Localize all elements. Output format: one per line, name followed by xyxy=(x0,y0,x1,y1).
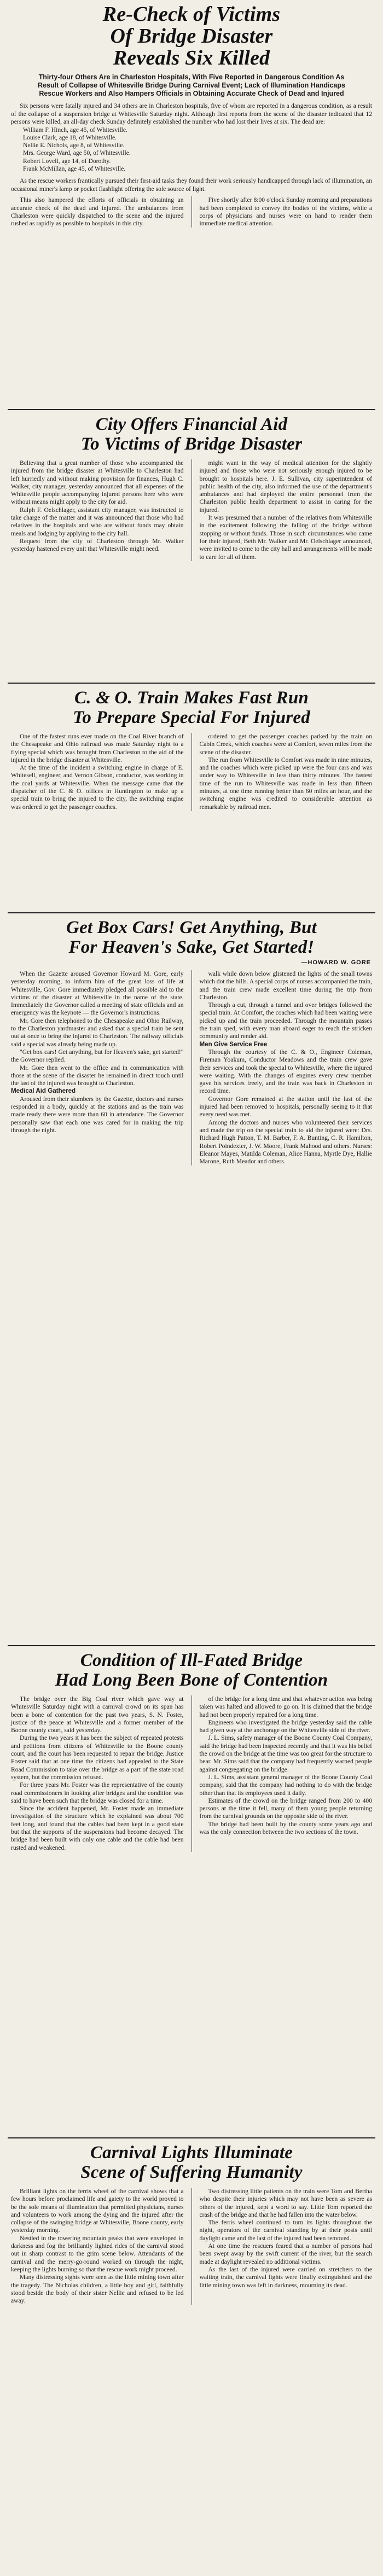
headline-boxcars xyxy=(8,918,375,957)
article-carnival-lights xyxy=(8,2138,375,2565)
column-left xyxy=(11,196,184,228)
paragraph: It was presumed that a number of the relatives from Whitesville in the excitement following the falling of the bridge without stopping or without funds. Those in such circumstances who came for their injured, Beth Mr. Walker and Mr. Oelschlager announced, were invited to come to the city hall and arrangements will be made to care for all of them. xyxy=(199,514,372,561)
byline: —HOWARD W. GORE xyxy=(301,959,371,966)
column-right xyxy=(200,196,373,228)
paragraph: Governor Gore remained at the station until the last of the injured had been removed to hospitals, personally seeing to it that every need was met. xyxy=(199,1095,372,1118)
victim-name: William F. Hinch, age 45, of Whitesville. xyxy=(23,126,127,133)
headline-bridge-condition xyxy=(8,1651,375,1690)
article-columns xyxy=(8,196,375,228)
column-left xyxy=(11,1695,184,1852)
column-left xyxy=(11,2188,184,2305)
paragraph: Estimates of the crowd on the bridge ranged from 200 to 400 persons at the time it fell, many of them young people returning from the carnival grounds on the opposite side of the river. xyxy=(199,1797,372,1820)
victim-name: Nellie E. Nichols, age 8, of Whitesville. xyxy=(23,142,125,149)
headline-line: Reveals Six Killed xyxy=(113,46,270,69)
article-financial-aid xyxy=(8,410,375,683)
article-recheck xyxy=(8,0,375,409)
paragraph: One of the fastest runs ever made on the Coal River branch of the Chesapeake and Ohio railroad was made Saturday night to a flying special which was brought from Charleston to the aid of the injured in the bridge disaster at Whitesville. xyxy=(11,733,184,764)
victim-name: Robert Lovell, age 14, of Dorothy. xyxy=(23,157,111,165)
paragraph: The ferris wheel continued to turn its lights throughout the night, operators of the carnival standing by at their posts until daylight came and the last of the injured had been removed. xyxy=(199,2219,372,2242)
headline-financial-aid xyxy=(8,415,375,454)
headline-carnival-lights xyxy=(8,2143,375,2182)
paragraph: Many distressing sights were seen as the little mining town after the tragedy. The Nicholas children, a little boy and girl, faithfully stood beside the body of their sister Nellie and refused to be led away. xyxy=(11,2274,184,2305)
headline-line: Condition of Ill-Fated Bridge xyxy=(80,1651,303,1670)
paragraph: Engineers who investigated the bridge yesterday said the cable had given way at the anchorage on the Whitesville side of the river. xyxy=(199,1718,372,1734)
paragraph: At one time the rescuers feared that a number of persons had been swept away by the swift current of the river, but the search made at daylight revealed no additional victims. xyxy=(199,2242,372,2265)
column-left xyxy=(11,733,184,811)
lead-paragraph: Six persons were fatally injured and 34 others are in Charleston hospitals, five of whom are reported in a dangerous condition, as a result of the collapse of a suspension bridge at Whitesville Saturday night. Although first reports from the scene of the disaster indicated that 12 persons were killed, an all-day check Sunday definitely established the number who had lost their lives at six. The dead are: xyxy=(11,102,372,125)
victim-name: Frank McMillan, age 45, of Whitesville. xyxy=(23,165,126,172)
headline-line: Get Box Cars! Get Anything, But xyxy=(66,918,317,937)
lead-paragraph-2: As the rescue workers frantically pursued their first-aid tasks they found their work seriously handicapped through lack of illumination, an occasional miner's lamp or pocket flashlight offering the sole source of light. xyxy=(11,177,372,193)
article-columns xyxy=(8,459,375,561)
paragraph: "Get box cars! Get anything, but for Heaven's sake, get started!" the Governor replied. xyxy=(11,1048,184,1064)
paragraph: Through a cut, through a tunnel and over bridges followed the special train. At Comfort, the coaches which had been waiting were picked up and the train proceeded. Through the mountain passes the train sped, with every man aboard eager to reach the stricken community and render aid. xyxy=(199,1001,372,1040)
newspaper-page xyxy=(8,0,375,2565)
paragraph: Believing that a great number of those who accompanied the injured from the bridge disaster at Whitesville to Charleston had left hurriedly and without making provision for finances, Hugh C. Walker, city manager, yesterday announced that all expenses of the Whitesville people accompanying injured persons here who were without means might apply to the city for aid. xyxy=(11,459,184,506)
headline-line: C. & O. Train Makes Fast Run xyxy=(74,688,309,708)
subhead: Medical Aid Gathered xyxy=(11,1087,76,1095)
article-columns xyxy=(8,970,375,1165)
paragraph: walk while down below glistened the lights of the small towns which dot the hills. A special corps of nurses accompanied the train, and the train crew made excellent time during the trip from Charleston. xyxy=(199,970,372,1001)
headline-chorail xyxy=(8,688,375,727)
headline-line: City Offers Financial Aid xyxy=(95,415,288,434)
paragraph: J. L. Sims, assistant general manager of the Boone County Coal company, said that the company had nothing to do with the bridge other than that its employees used it daily. xyxy=(199,1773,372,1797)
article-chorail xyxy=(8,684,375,912)
victim-name: Louise Clark, age 18, of Whitesville. xyxy=(23,133,117,141)
paragraph: might want in the way of medical attention for the slightly injured and those who were not seriously enough injured to be brought to hospitals here. J. E. Sullivan, city superintendent of public health of the city, also informed the use of the department's ambulances and had deployed the entire personnel from the Charleston public health department to assist in caring for the injured. xyxy=(199,459,372,514)
paragraph: Since the accident happened, Mr. Foster made an immediate investigation of the structure which he explained was about 700 feet long, and found that the cables had been kept in a good state but that the supports of the suspensions had become decayed. The bridge had been built with only one cable and the cable had been rusted and weakened. xyxy=(11,1805,184,1851)
paragraph: The bridge over the Big Coal river which gave way at Whitesville Saturday night with a carnival crowd on its span has been a bone of contention for the past two years, S. N. Foster, justice of the peace at Whitesville and a former member of the Boone county court, said yesterday. xyxy=(11,1695,184,1734)
article-bridge-condition xyxy=(8,1646,375,2137)
paragraph: As the last of the injured were carried on stretchers to the waiting train, the carnival lights were finally extinguished and the little mining town was left in darkness, mourning its dead. xyxy=(199,2265,372,2289)
column-right xyxy=(200,2188,373,2305)
deck-recheck: Thirty-four Others Are in Charleston Hospitals, With Five Reported in Dangerous Condition As Result of Collapse of Whitesville Bridge During Carnival Event; Lack of Illumination Handicaps Rescue Workers and Also Hampers Officials in Obtaining Accurate Check of Dead and Injured xyxy=(38,73,345,97)
paragraph: For three years Mr. Foster was the representative of the county road commissioners in looking after bridges and the condition was said to have been such that the bridge was closed for a time. xyxy=(11,1781,184,1804)
paragraph: Five shortly after 8:00 o'clock Sunday morning and preparations had been completed to convey the bodies of the victims, while a corps of physicians and nurses were on hand to render them immediate medical attention. xyxy=(199,196,372,228)
paragraph: Mr. Gore then went to the office and in communication with those at the scene of the disaster he remained in direct touch until the last of the injured was brought to Charleston. xyxy=(11,1064,184,1087)
paragraph: Brilliant lights on the ferris wheel of the carnival shows that a few hours before proclaimed life and gaiety to the world proved to be the sole means of illumination that permitted physicians, nurses and volunteers to work among the dying and the injured after the collapse of the swinging bridge at Whitesville, Boone county, early yesterday morning. xyxy=(11,2188,184,2234)
paragraph: Aroused from their slumbers by the Gazette, doctors and nurses responded in a body, quickly at the stations and as the train was made ready there were more than 60 in attendance. The Governor personally saw that each one was cared for in making the trip through the night. xyxy=(11,1095,184,1134)
headline-line: To Prepare Special For Injured xyxy=(73,708,310,727)
headline-line: Scene of Suffering Humanity xyxy=(80,2163,303,2182)
paragraph: Among the doctors and nurses who volunteered their services and made the trip on the special train to aid the injured were: Drs. Richard Hugh Patton, T. M. Barber, F. A. Bunting, C. R. Hamilton, Robert Poindexter, J. W. Moore, Frank Mahood and others. Nurses: Eleanor Mayes, Matilda Coleman, Alice Hanna, Myrtle Dye, Hallie Marone, Ruth Meador and others. xyxy=(199,1118,372,1165)
headline-recheck xyxy=(8,3,375,69)
paragraph: The bridge had been built by the county some years ago and was the only connection between the two sections of the town. xyxy=(199,1820,372,1836)
column-left xyxy=(11,459,184,561)
article-boxcars xyxy=(8,913,375,1645)
paragraph: The run from Whitesville to Comfort was made in nine minutes, and the coaches which were picked up were the four cars and was under way to Whitesville in less than thirty minutes. The fastest time of the run to Whitesville was made in less than fifteen minutes, at one time running better than 60 miles an hour, and the switching engine was credited to considerable attention as remarkable by railroad men. xyxy=(199,756,372,811)
paragraph: Mr. Gore then telephoned to the Chesapeake and Ohio Railway, to the Charleston yardmaster and asked that a special train be sent out at once to bring the injured to Charleston. The railway officials said a special was already being made up. xyxy=(11,1017,184,1048)
headline-line: Had Long Been Bone of Contention xyxy=(55,1670,328,1690)
headline-line: Re-Check of Victims xyxy=(102,3,281,26)
paragraph: During the two years it has been the subject of repeated protests and petitions from citizens of Whitesville to the Boone county court, and the court has been requested to repair the bridge. Justice Foster said that at one time the citizens had appealed to the State Road Commission to take over the bridge as a part of the state road system, but the commission refused. xyxy=(11,1734,184,1781)
column-right xyxy=(200,459,373,561)
headline-line: Carnival Lights Illuminate xyxy=(90,2143,293,2163)
victims-list xyxy=(23,126,375,173)
column-right xyxy=(200,970,373,1165)
column-right xyxy=(200,733,373,811)
column-right xyxy=(200,1695,373,1852)
headline-line: Of Bridge Disaster xyxy=(110,25,273,48)
paragraph: ordered to get the passenger coaches parked by the train on Cabin Creek, which coaches were at Comfort, seven miles from the scene of the disaster. xyxy=(199,733,372,756)
paragraph: of the bridge for a long time and that whatever action was being taken was halted and allowed to go on. It is claimed that the bridge had not been properly repaired for a long time. xyxy=(199,1695,372,1718)
subhead: Men Give Service Free xyxy=(199,1040,268,1048)
article-columns xyxy=(8,1695,375,1852)
paragraph: J. L. Sims, safety manager of the Boone County Coal Company, said the bridge had been inspected recently and that it was his belief the crowd on the bridge at the time was too great for the structure to bear. Mr. Sims said that the company had frequently warned people against congregating on the bridge. xyxy=(199,1734,373,1773)
article-columns xyxy=(8,2188,375,2305)
column-left xyxy=(11,970,184,1165)
paragraph: Ralph F. Oelschlager, assistant city manager, was instructed to take charge of the matter and it was announced that those who had relatives in the hospitals and who are without funds may obtain meals and lodging by applying to the city hall. xyxy=(11,506,184,537)
headline-line: To Victims of Bridge Disaster xyxy=(80,434,303,454)
paragraph: Nestled in the towering mountain peaks that were enveloped in darkness and fog the brilliantly lighted rides of the carnival stood out in sharp contrast to the grim scene below. Attendants of the carnival and the merry-go-round worked on through the night, keeping the lights burning so that the rescue work might proceed. xyxy=(11,2234,184,2273)
paragraph: Request from the city of Charleston through Mr. Walker yesterday hastened every unit that Whitesville might need. xyxy=(11,537,184,553)
paragraph: This also hampered the efforts of officials in obtaining an accurate check of the dead and injured. The ambulances from Charleston were quickly dispatched to the scene and the injured rushed as rapidly as possible to hospitals in this city. xyxy=(11,196,184,228)
paragraph: At the time of the incident a switching engine in charge of E. Whitesell, engineer, and Vernon Gibson, conductor, was working in the coal yards at Whitesville. When the message came that the dispatcher of the C. & O. offices in Huntington to make up a special train to bring the injured to the city, the switching engine was ordered to get the passenger coaches. xyxy=(11,764,184,811)
article-columns xyxy=(8,733,375,811)
victim-name: Mrs. George Ward, age 50, of Whitesville. xyxy=(23,149,131,157)
paragraph: Through the courtesy of the C. & O., Engineer Coleman, Fireman Yoakum, Conductor Meadows and the train crew gave their services and took the special to Whitesville, where the injured were waiting. With the changes of engines every crew member gave his services freely, and the train was back in Charleston in record time. xyxy=(199,1048,372,1095)
headline-line: For Heaven's Sake, Get Started! xyxy=(68,937,315,957)
paragraph: When the Gazette aroused Governor Howard M. Gore, early yesterday morning, to inform him of the great loss of life at Whitesville, Gov. Gore immediately pledged all possible aid to the victims of the disaster at Whitesville in the name of the state. Immediately the Governor called a meeting of state officials and an emergency was the keynote — the Governor's instructions. xyxy=(11,970,184,1017)
paragraph: Two distressing little patients on the train were Tom and Bertha who despite their injuries which may not have been as severe as others of the injured, kept a word to say. Little Tom reported the crash of the bridge and that he had fallen into the water below. xyxy=(199,2188,372,2218)
